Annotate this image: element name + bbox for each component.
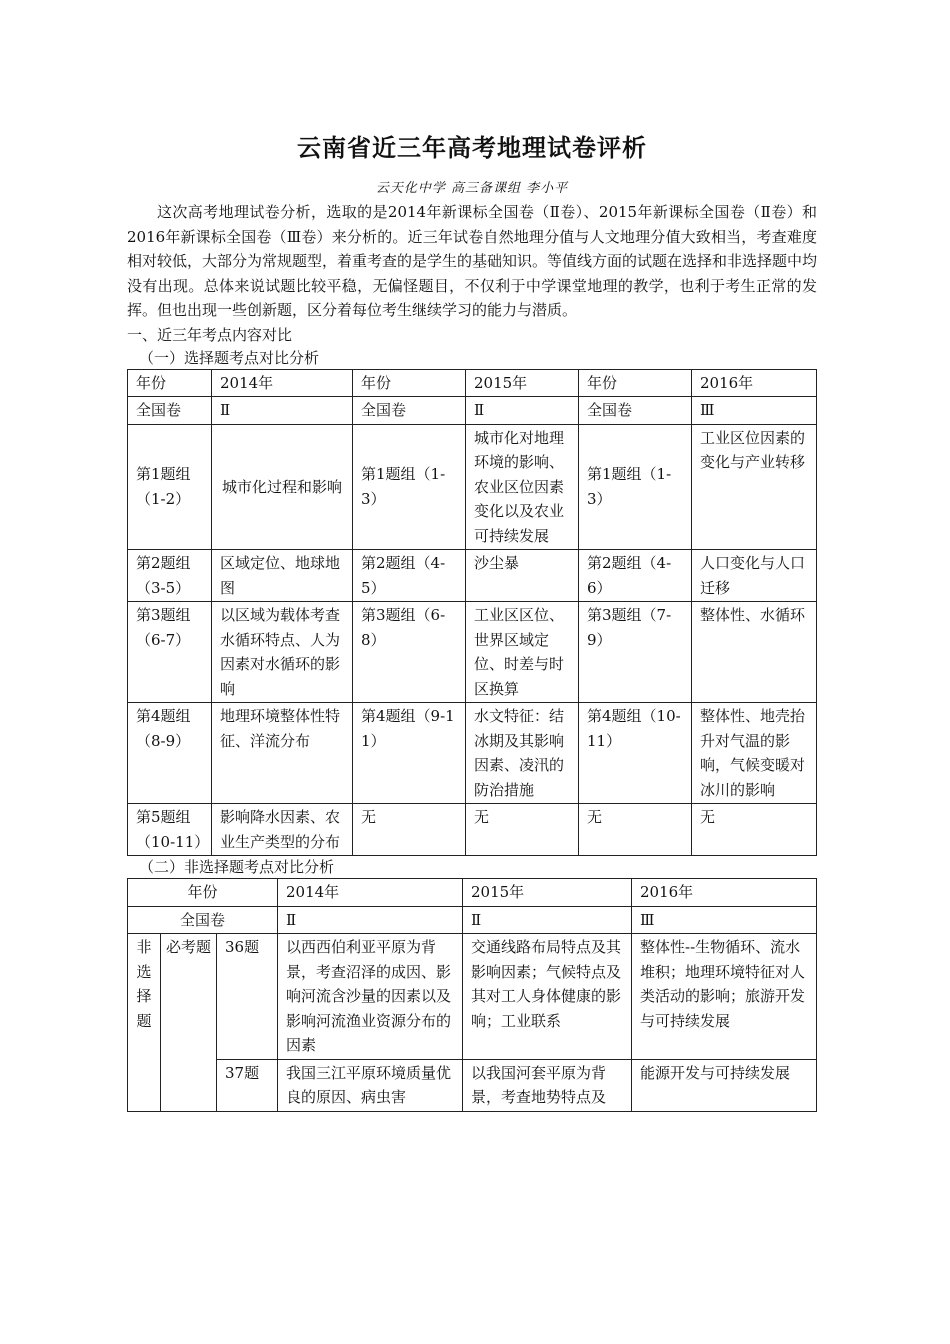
- table-row: [128, 934, 817, 1060]
- table-cell: 以西西伯利亚平原为背景，考查沼泽的成因、影响河流含沙量的因素以及影响河流渔业资源分布的因素: [278, 934, 463, 1060]
- table-cell: 第3题组（6-8）: [353, 602, 466, 703]
- table-cell: 第1题组（1-3）: [579, 424, 692, 550]
- table-row: [128, 879, 817, 907]
- table-row: [128, 397, 817, 425]
- nonchoice-comparison-table: [127, 878, 817, 1112]
- table-cell: 影响降水因素、农业生产类型的分布: [212, 804, 353, 856]
- table-cell: 年份: [353, 369, 466, 397]
- table-row: [128, 550, 817, 602]
- table-cell: 能源开发与可持续发展: [632, 1059, 817, 1111]
- table-cell: 整体性--生物循环、流水堆积；地理环境特征对人类活动的影响；旅游开发与可持续发展: [632, 934, 817, 1060]
- table-cell: 水文特征：结冰期及其影响因素、凌汛的防治措施: [466, 703, 579, 804]
- table-cell: 年份: [128, 369, 212, 397]
- intro-paragraph: 这次高考地理试卷分析，选取的是2014年新课标全国卷（Ⅱ卷）、2015年新课标全国卷（Ⅱ卷）和2016年新课标全国卷（Ⅲ卷）来分析的。近三年试卷自然地理分值与人文地理分值大致相当，考查难度相对较低，大部分为常规题型，着重考查的是学生的基础知识。等值线方面的试题在选择和非选择题中均没有出现。总体来说试题比较平稳，无偏怪题目，不仅利于中学课堂地理的教学，也利于考生正常的发挥。但也出现一些创新题，区分着每位考生继续学习的能力与潜质。: [127, 203, 818, 319]
- table-cell: 第2题组（4-5）: [353, 550, 466, 602]
- table-cell: 2015年: [463, 879, 632, 907]
- subsection-heading-nonchoice: （二）非选择题考点对比分析: [139, 858, 335, 876]
- table-cell: 城市化对地理环境的影响、农业区位因素变化以及农业可持续发展: [466, 424, 579, 550]
- table-cell: 城市化过程和影响: [212, 424, 353, 550]
- table-cell: 全国卷: [579, 397, 692, 425]
- table-cell: Ⅲ: [692, 397, 817, 425]
- table-cell: 无: [579, 804, 692, 856]
- table-cell: 以区域为载体考查水循环特点、人为因素对水循环的影响: [212, 602, 353, 703]
- page-title: 云南省近三年高考地理试卷评析: [297, 133, 647, 162]
- table-cell: 区域定位、地球地图: [212, 550, 353, 602]
- table-row: [128, 602, 817, 703]
- table-cell: 第4题组（10-11）: [579, 703, 692, 804]
- section-heading: 一、近三年考点内容对比: [127, 325, 293, 344]
- table-cell: 整体性、地壳抬升对气温的影响，气候变暖对冰川的影响: [692, 703, 817, 804]
- table-row: [128, 424, 817, 550]
- table-cell: 第2题组（3-5）: [128, 550, 212, 602]
- table-cell: 地理环境整体性特征、洋流分布: [212, 703, 353, 804]
- table-cell: 2016年: [692, 369, 817, 397]
- table-cell: 整体性、水循环: [692, 602, 817, 703]
- table-cell: 全国卷: [128, 906, 278, 934]
- table-row: [128, 703, 817, 804]
- table-cell: Ⅱ: [278, 906, 463, 934]
- table-cell: 36题: [217, 934, 278, 1060]
- table-cell: 37题: [217, 1059, 278, 1111]
- table-cell: 全国卷: [128, 397, 212, 425]
- table-cell: Ⅱ: [466, 397, 579, 425]
- table-cell: 工业区区位、世界区域定位、时差与时区换算: [466, 602, 579, 703]
- table-cell: 第5题组（10-11）: [128, 804, 212, 856]
- table-cell: 我国三江平原环境质量优良的原因、病虫害: [278, 1059, 463, 1111]
- table-cell: 2015年: [466, 369, 579, 397]
- table-cell: Ⅱ: [463, 906, 632, 934]
- table-cell: 无: [353, 804, 466, 856]
- table-cell: 沙尘暴: [466, 550, 579, 602]
- table-cell: 无: [692, 804, 817, 856]
- table-cell: 第1题组（1-3）: [353, 424, 466, 550]
- table-cell: 第3题组（6-7）: [128, 602, 212, 703]
- table-cell: 第4题组（8-9）: [128, 703, 212, 804]
- table-cell: 以我国河套平原为背景，考查地势特点及: [463, 1059, 632, 1111]
- table-cell: 无: [466, 804, 579, 856]
- document-page: [127, 128, 817, 1112]
- table-row: [128, 1059, 817, 1111]
- table-cell: Ⅲ: [632, 906, 817, 934]
- table-cell: 年份: [128, 879, 278, 907]
- table-cell: 2014年: [212, 369, 353, 397]
- table-cell: 2016年: [632, 879, 817, 907]
- table-cell: 第2题组（4-6）: [579, 550, 692, 602]
- table-cell: 2014年: [278, 879, 463, 907]
- table-row: [128, 906, 817, 934]
- table-row: [128, 369, 817, 397]
- table-cell: 第3题组（7-9）: [579, 602, 692, 703]
- table-cell: 交通线路布局特点及其影响因素；气候特点及其对工人身体健康的影响；工业联系: [463, 934, 632, 1060]
- choice-comparison-table: [127, 369, 817, 857]
- table-cell: 工业区位因素的变化与产业转移: [692, 424, 817, 550]
- table-cell: 年份: [579, 369, 692, 397]
- table-cell: 非选择题: [128, 934, 161, 1112]
- subsection-heading-choice: （一）选择题考点对比分析: [139, 348, 320, 367]
- author-line: 云天化中学 高三备课组 李小平: [375, 181, 569, 196]
- table-cell: 全国卷: [353, 397, 466, 425]
- table-cell: 第4题组（9-11）: [353, 703, 466, 804]
- table-cell: Ⅱ: [212, 397, 353, 425]
- table-cell: 人口变化与人口迁移: [692, 550, 817, 602]
- table-row: [128, 804, 817, 856]
- table-cell: 必考题: [161, 934, 217, 1112]
- table-cell: 第1题组（1-2）: [128, 424, 212, 550]
